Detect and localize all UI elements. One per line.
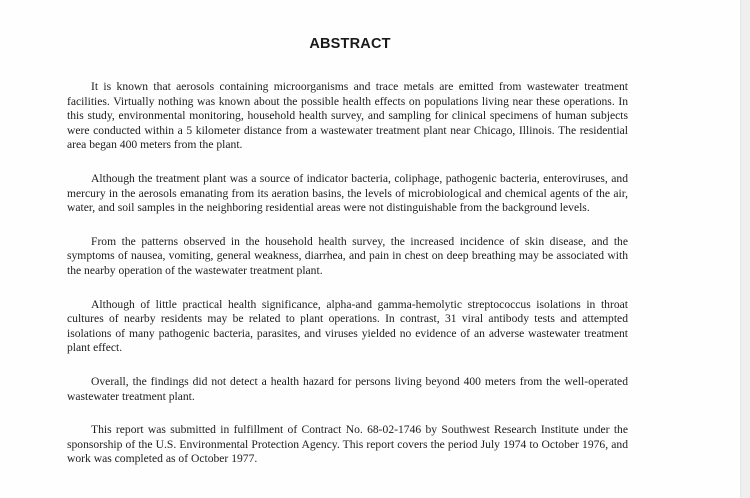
paragraph-background: It is known that aerosols containing microorganisms and trace metals are emitted from wastewater treatment facilities. Virtually nothing was known about the possible health effects on populations living near these operations. In this study, environmental monitoring, household health survey, and sampling for clinical specimens of human subjects were conducted within a 5 kilometer distance from a wastewater treatment plant near Chicago, Illinois. The residential area began 400 meters from the plant. [67, 80, 628, 152]
abstract-body [67, 80, 628, 486]
paragraph-environmental-findings: Although the treatment plant was a source of indicator bacteria, coliphage, pathogenic bacteria, enteroviruses, and mercury in the aerosols emanating from its aeration basins, the levels of microbiological and chemical agents of the air, water, and soil samples in the neighboring residential areas were not distinguishable from the background levels. [67, 171, 628, 215]
paragraph-conclusion: Overall, the findings did not detect a health hazard for persons living beyond 400 meters from the well-operated wastewater treatment plant. [67, 374, 628, 403]
vertical-scrollbar[interactable] [740, 0, 750, 498]
paragraph-health-survey: From the patterns observed in the household health survey, the increased incidence of skin disease, and the symptoms of nausea, vomiting, general weakness, diarrhea, and pain in chest on deep breathing may be associated with the nearby operation of the wastewater treatment plant. [67, 234, 628, 277]
paragraph-contract-info: This report was submitted in fulfillment of Contract No. 68-02-1746 by Southwest Research Institute under the sponsorship of the U.S. Environmental Protection Agency. This report covers the period July 1974 to October 1976, and work was completed as of October 1977. [67, 423, 628, 466]
paragraph-clinical-findings: Although of little practical health significance, alpha-and gamma-hemolytic streptococcus isolations in throat cultures of nearby residents may be related to plant operations. In contrast, 31 viral antibody tests and attempted isolations of many pathogenic bacteria, parasites, and viruses yielded no evidence of an adverse wastewater treatment plant effect. [67, 297, 628, 355]
abstract-heading: ABSTRACT [309, 36, 391, 52]
